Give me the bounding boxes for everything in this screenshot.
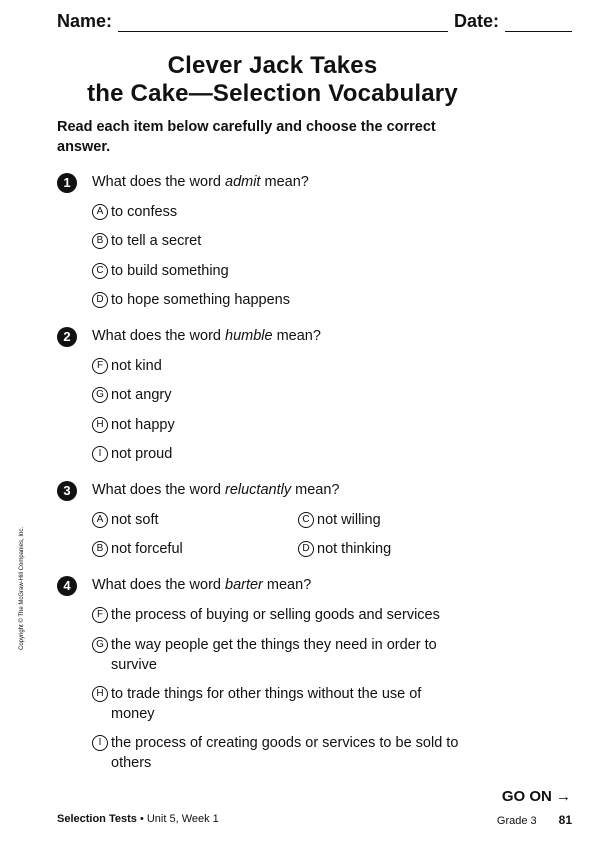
page-number: 81 bbox=[558, 813, 572, 827]
name-label: Name: bbox=[57, 11, 113, 31]
question-stem: What does the word reluctantly mean? bbox=[92, 482, 340, 498]
answer-bubble[interactable]: C bbox=[92, 263, 108, 279]
page-title bbox=[0, 52, 545, 108]
answer-option[interactable]: H to trade things for other things without the use of money bbox=[92, 684, 441, 724]
answer-bubble[interactable]: D bbox=[298, 541, 314, 557]
answer-bubble[interactable]: I bbox=[92, 735, 108, 751]
answer-bubble[interactable]: A bbox=[92, 512, 108, 528]
footer-unit: • Unit 5, Week 1 bbox=[136, 813, 219, 825]
question-stem: What does the word barter mean? bbox=[92, 577, 312, 593]
name-date-header bbox=[57, 8, 572, 32]
title-line-2: the Cake—Selection Vocabulary bbox=[87, 80, 458, 107]
question-stem: What does the word humble mean? bbox=[92, 328, 321, 344]
answer-option[interactable]: C not willing bbox=[298, 510, 497, 530]
answer-option[interactable]: I not proud bbox=[92, 444, 491, 464]
footer-grade: Grade 3 bbox=[496, 815, 537, 827]
name-field[interactable] bbox=[118, 13, 448, 32]
answer-option[interactable]: H not happy bbox=[92, 415, 491, 435]
footer-series: Selection Tests bbox=[57, 813, 137, 825]
go-on-label: GO ON → bbox=[501, 788, 571, 805]
answer-bubble[interactable]: F bbox=[92, 607, 108, 623]
answer-option[interactable]: D to hope something happens bbox=[92, 290, 491, 310]
answer-bubble[interactable]: G bbox=[92, 637, 108, 653]
answer-option[interactable]: I the process of creating goods or services to be sold to others bbox=[92, 733, 476, 773]
vocab-word: humble bbox=[225, 328, 273, 344]
answer-option[interactable]: A to confess bbox=[92, 202, 491, 222]
question-number: 2 bbox=[57, 327, 77, 347]
answer-bubble[interactable]: D bbox=[92, 292, 108, 308]
copyright-notice: Copyright © The McGraw-Hill Companies, Inc. bbox=[19, 526, 25, 650]
answer-bubble[interactable]: B bbox=[92, 541, 108, 557]
answer-bubble[interactable]: F bbox=[92, 358, 108, 374]
answer-bubble[interactable]: H bbox=[92, 417, 108, 433]
answer-option[interactable]: F not kind bbox=[92, 356, 491, 376]
answer-option[interactable]: A not soft bbox=[92, 510, 291, 530]
answer-option[interactable]: B to tell a secret bbox=[92, 231, 491, 251]
vocab-word: admit bbox=[225, 174, 261, 190]
answer-bubble[interactable]: C bbox=[298, 512, 314, 528]
vocab-word: reluctantly bbox=[225, 482, 292, 498]
answer-option[interactable]: G the way people get the things they need in order to survive bbox=[92, 635, 456, 675]
answer-bubble[interactable]: B bbox=[92, 233, 108, 249]
page-footer bbox=[57, 813, 572, 825]
answer-option[interactable]: F the process of buying or selling goods and services bbox=[92, 605, 481, 625]
answer-bubble[interactable]: G bbox=[92, 387, 108, 403]
answer-option[interactable]: B not forceful bbox=[92, 539, 291, 559]
answer-option[interactable]: C to build something bbox=[92, 261, 491, 281]
vocab-word: barter bbox=[225, 577, 263, 593]
answer-option[interactable]: D not thinking bbox=[298, 539, 497, 559]
title-line-1: Clever Jack Takes bbox=[167, 52, 378, 79]
answer-bubble[interactable]: I bbox=[92, 446, 108, 462]
date-field[interactable] bbox=[505, 13, 572, 32]
date-label: Date: bbox=[454, 11, 500, 31]
question-number: 4 bbox=[57, 576, 77, 596]
instructions: Read each item below carefully and choose the correct answer. bbox=[57, 119, 436, 155]
answer-option[interactable]: G not angry bbox=[92, 385, 491, 405]
question-stem: What does the word admit mean? bbox=[92, 174, 309, 190]
answer-bubble[interactable]: H bbox=[92, 686, 108, 702]
answer-bubble[interactable]: A bbox=[92, 204, 108, 220]
question-number: 3 bbox=[57, 481, 77, 501]
question-number: 1 bbox=[57, 173, 77, 193]
